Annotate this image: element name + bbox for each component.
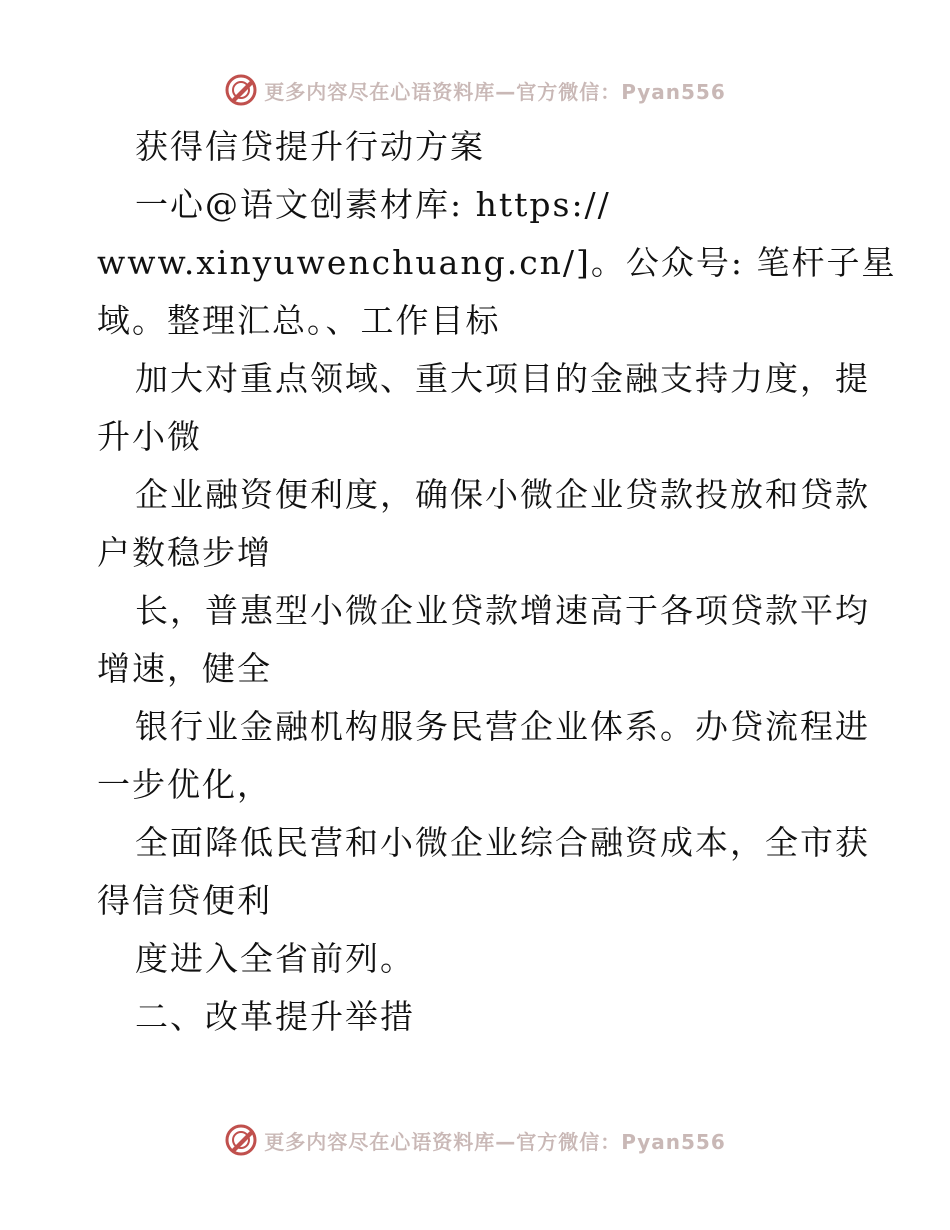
text-line: 度进入全省前列。 <box>135 939 415 978</box>
text-line: 一步优化， <box>97 765 272 804</box>
text-line: 银行业金融机构服务民营企业体系。办贷流程进 <box>135 707 870 746</box>
document-body <box>97 118 897 1046</box>
text-line: 一心@语文创素材库: https:// <box>135 185 611 224</box>
text-line: 长，普惠型小微企业贷款增速高于各项贷款平均 <box>135 591 870 630</box>
text-line: 增速，健全 <box>97 649 272 688</box>
text-line: www.xinyuwenchuang.cn/]。公众号: 笔杆子星 <box>97 243 897 282</box>
pen-logo-icon <box>224 1123 258 1157</box>
header-banner <box>0 70 950 110</box>
footer-banner <box>0 1120 950 1160</box>
section-heading: 二、改革提升举措 <box>135 997 415 1036</box>
text-line: 得信贷便利 <box>97 881 272 920</box>
pen-logo-icon <box>224 73 258 107</box>
footer-banner-text: 更多内容尽在心语资料库—官方微信：Pyan556 <box>264 1129 726 1154</box>
text-line: 企业融资便利度，确保小微企业贷款投放和贷款 <box>135 475 870 514</box>
text-line: 升小微 <box>97 417 202 456</box>
text-line: 域。整理汇总。、工作目标 <box>97 301 501 340</box>
text-line: 全面降低民营和小微企业综合融资成本，全市获 <box>135 823 870 862</box>
text-line: 加大对重点领域、重大项目的金融支持力度，提 <box>135 359 870 398</box>
document-title: 获得信贷提升行动方案 <box>135 127 485 166</box>
header-banner-text: 更多内容尽在心语资料库—官方微信：Pyan556 <box>264 79 726 104</box>
text-line: 户数稳步增 <box>97 533 272 572</box>
